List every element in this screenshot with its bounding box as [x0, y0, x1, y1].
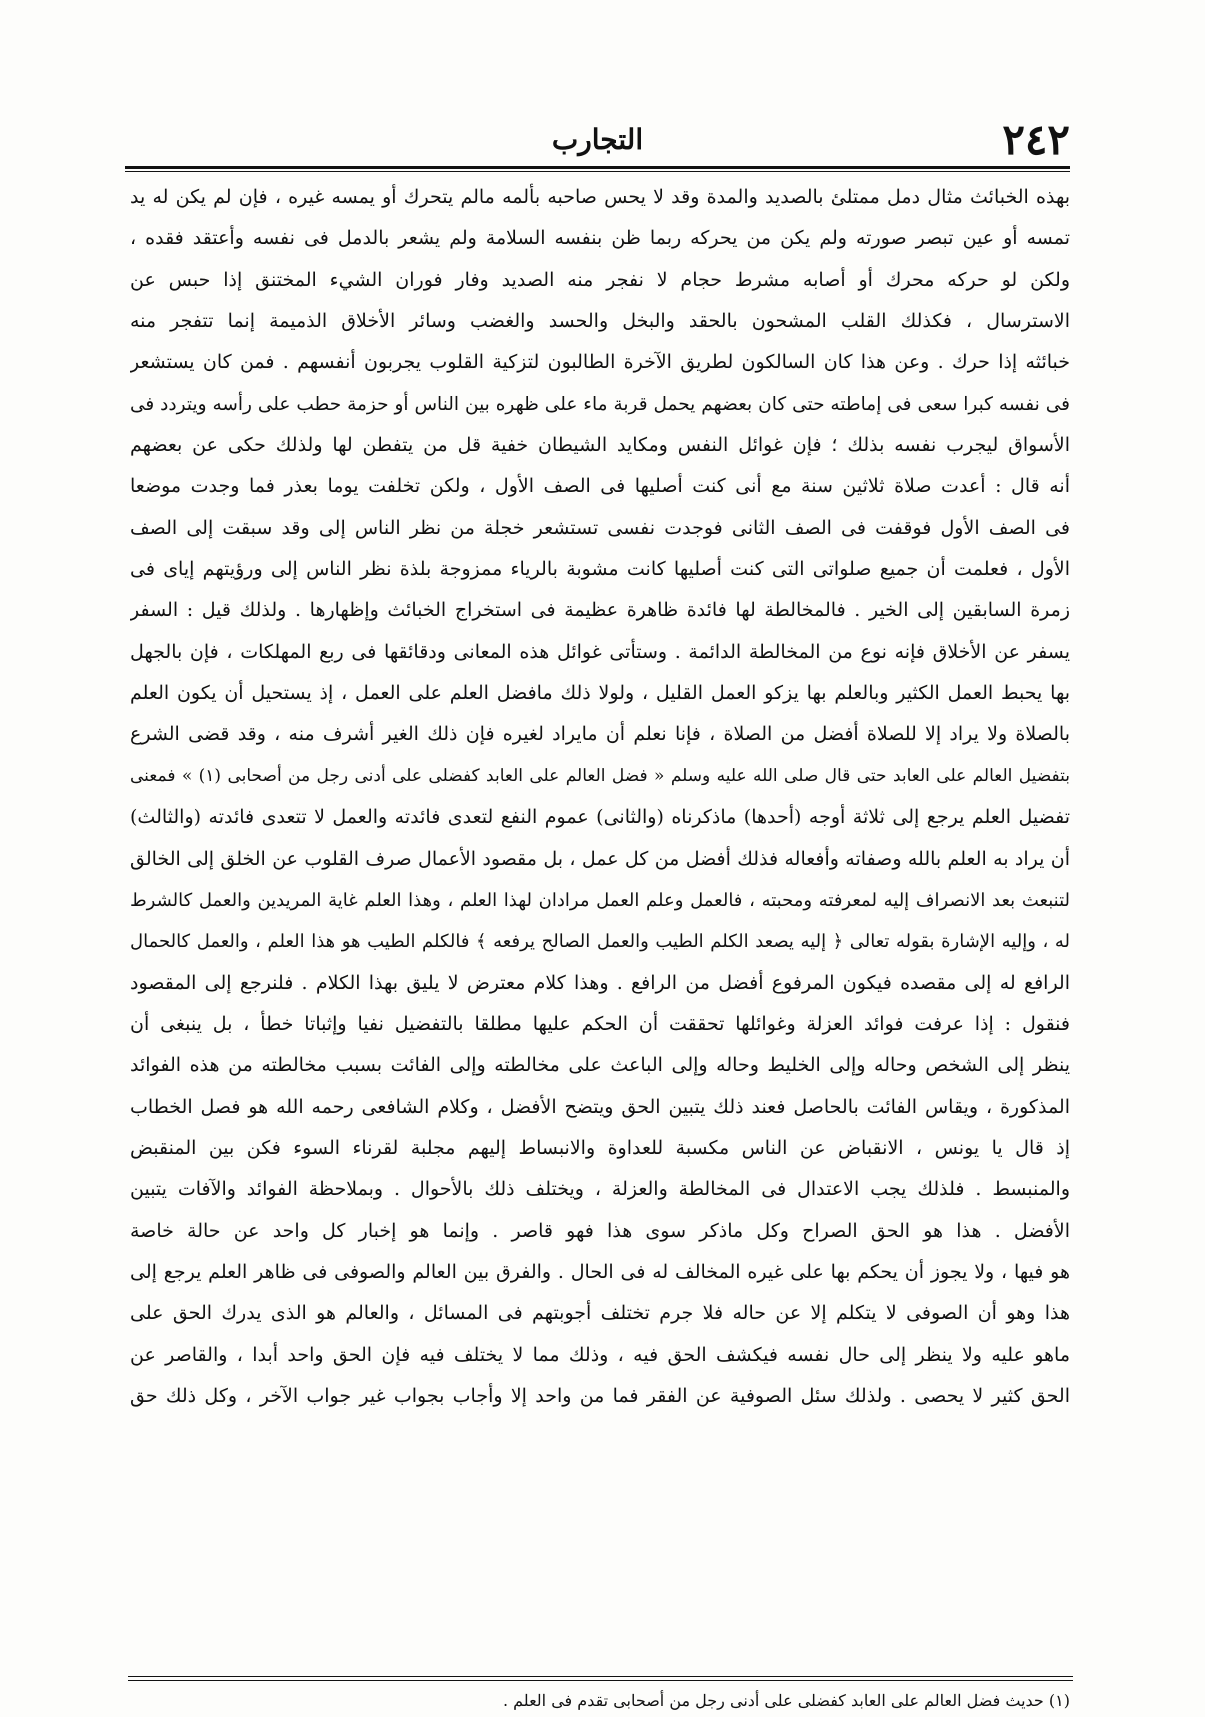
text-line: تمسه أو عين تبصر صورته ولم يكن من يحركه ربما ظن بنفسه السلامة ولم يشعر بالدمل فى نفسه وأعتقد فقده ،	[130, 227, 1070, 250]
text-line: الرافع له إلى مقصده فيكون المرفوع أفضل من الرافع . وهذا كلام معترض لا يليق بهذا الكلام . فلنرجع إلى المقصود	[130, 971, 1070, 994]
text-line: له ، وإليه الإشارة بقوله تعالى ﴿ إليه يصعد الكلم الطيب والعمل الصالح يرفعه ﴾ فالكلم الطيب هو هذا العلم ، والعمل كالحمال	[130, 931, 1070, 953]
text-line: بهذه الخبائث مثال دمل ممتلئ بالصديد والمدة وقد لا يحس صاحبه بألمه مالم يتحرك أو يمسه غيره ، فإن لم يكن له يد	[130, 186, 1070, 208]
text-line: الأسواق ليجرب نفسه بذلك ؛ فإن غوائل النفس ومكايد الشيطان خفية قل من يتفطن لها ولذلك حكى عن بعضهم	[130, 434, 1070, 457]
text-line: بها يحبط العمل الكثير وبالعلم بها يزكو العمل القليل ، ولولا ذلك مافضل العلم على العمل ، إذ يستحيل أن يكون العلم	[130, 682, 1070, 705]
text-line: فى نفسه كبرا سعى فى إماطته حتى كان بعضهم يحمل قربة ماء على ظهره بين الناس أو حزمة حطب على رأسه ويتردد فى	[130, 393, 1070, 415]
text-line: هذا وهو أن الصوفى لا يتكلم إلا عن حاله فلا جرم تختلف أجوبتهم فى المسائل ، والعالم هو الذى يدرك الحق على	[130, 1302, 1070, 1325]
text-line: هو فيها ، ولا يجوز أن يحكم بها على غيره المخالف له فى الحال . والفرق بين العالم والصوفى فى ظاهر العلم يرجع إلى	[130, 1260, 1070, 1283]
text-line: أنه قال : أعدت صلاة ثلاثين سنة مع أنى كنت أصليها فى الصف الأول ، ولكن تخلفت يوما بعذر فما وجدت موضعا	[130, 475, 1070, 498]
text-line: بتفضيل العالم على العابد حتى قال صلى الله عليه وسلم « فضل العالم على العابد كفضلى على أدنى رجل من أصحابى (١) » فمعنى	[130, 765, 1070, 786]
text-line: الاسترسال ، فكذلك القلب المشحون بالحقد والبخل والحسد والغضب وسائر الأخلاق الذميمة إنما تتفجر منه	[130, 310, 1070, 333]
text-line: خبائثه إذا حرك . وعن هذا كان السالكون لطريق الآخرة الطالبون لتزكية القلوب يجربون أنفسهم . فمن كان يستشعر	[130, 351, 1070, 374]
text-line: بالصلاة ولا يراد إلا للصلاة أفضل من الصلاة ، فإنا نعلم أن مايراد لغيره فإن ذلك الغير أشرف منه ، وقد قضى الشرع	[130, 723, 1070, 746]
text-line: الأفضل . هذا هو الحق الصراح وكل ماذكر سوى هذا فهو قاصر . وإنما هو إخبار كل واحد عن حالة خاصة	[130, 1219, 1070, 1242]
footnote: (١) حديث فضل العالم على العابد كفضلى على أدنى رجل من أصحابى تقدم فى العلم .	[502, 1691, 1070, 1710]
text-line: الأول ، فعلمت أن جميع صلواتى التى كنت أصليها كانت مشوبة بالرياء ممزوجة بلذة نظر الناس إلى ورؤيتهم إياى فى	[130, 558, 1070, 581]
main-text	[130, 177, 1070, 1417]
footnote-rule	[128, 1676, 1073, 1681]
text-line: ينظر إلى الشخص وحاله وإلى الخليط وحاله وإلى الباعث على مخالطته وإلى الفائت بسبب مخالطته من هذه الفوائد	[130, 1054, 1070, 1077]
page-number: ٢٤٢	[1002, 115, 1070, 164]
text-line: فى الصف الأول فوقفت فى الصف الثانى فوجدت نفسى تستشعر خجلة من نظر الناس إلى وقد سبقت إلى الصف	[130, 516, 1070, 539]
text-line: زمرة السابقين إلى الخير . فالمخالطة لها فائدة ظاهرة عظيمة فى استخراج الخبائث وإظهارها . ولذلك قيل : السفر	[130, 599, 1070, 622]
text-line: تفضيل العلم يرجع إلى ثلاثة أوجه (أحدها) ماذكرناه (والثانى) عموم النفع لتعدى فائدته والعمل لا تتعدى فائدته (والثالث)	[130, 806, 1070, 829]
text-line: فنقول : إذا عرفت فوائد العزلة وغوائلها تحققت أن الحكم عليها مطلقا بالتفضيل نفيا وإثباتا خطأ ، بل ينبغى أن	[130, 1012, 1070, 1035]
text-line: يسفر عن الأخلاق فإنه نوع من المخالطة الدائمة . وستأتى غوائل هذه المعانى ودقائقها فى ربع المهلكات ، فإن بالجهل	[130, 640, 1070, 663]
header-rule	[125, 166, 1070, 172]
text-line: المذكورة ، ويقاس الفائت بالحاصل فعند ذلك يتبين الحق ويتضح الأفضل ، وكلام الشافعى رحمه الله هو فصل الخطاب	[130, 1095, 1070, 1118]
text-line: إذ قال يا يونس ، الانقباض عن الناس مكسبة للعداوة والانبساط إليهم مجلبة لقرناء السوء فكن بين المنقبض	[130, 1136, 1070, 1159]
running-title: التجارب	[551, 123, 644, 156]
text-line: لتنبعث بعد الانصراف إليه لمعرفته ومحبته ، فالعمل وعلم العمل مرادان لهذا العلم ، وهذا العلم غاية المريدين والعمل كالشرط	[130, 889, 1070, 911]
text-line: والمنبسط . فلذلك يجب الاعتدال فى المخالطة والعزلة ، ويختلف ذلك بالأحوال . وبملاحظة الفوائد والآفات يتبين	[130, 1178, 1070, 1201]
text-line: الحق كثير لا يحصى . ولذلك سئل الصوفية عن الفقر فما من واحد إلا وأجاب بجواب غير جواب الآخر ، وكل ذلك حق	[130, 1384, 1070, 1407]
text-line: ماهو عليه ولا ينظر إلى حال نفسه فيكشف الحق فيه ، وذلك مما لا يختلف فيه فإن الحق واحد أبدا ، والقاصر عن	[130, 1343, 1070, 1366]
text-line: أن يراد به العلم بالله وصفاته وأفعاله فذلك أفضل من كل عمل ، بل مقصود الأعمال صرف القلوب عن الخلق إلى الخالق	[130, 847, 1070, 870]
text-line: ولكن لو حركه محرك أو أصابه مشرط حجام لا نفجر منه الصديد وفار فوران الشيء المختنق إذا حبس عن	[130, 268, 1070, 291]
page-header	[125, 115, 1070, 164]
